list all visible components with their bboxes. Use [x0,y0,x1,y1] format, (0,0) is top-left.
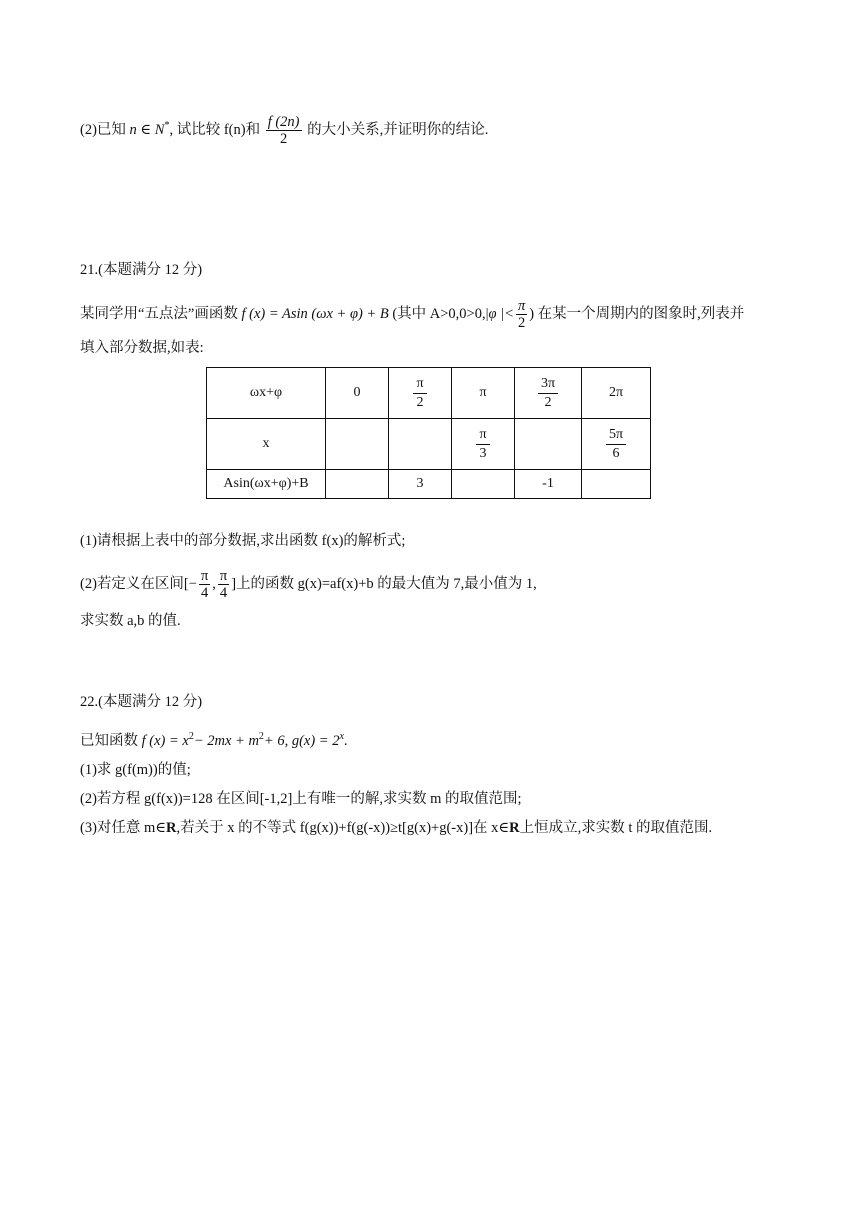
q21-part2-line2: 求实数 a,b 的值. [80,613,181,629]
cell-frac-num: π [476,426,489,445]
q22-part2: (2)若方程 g(f(x))=128 在区间[-1,2]上有唯一的解,求实数 m 的取值范围; [80,791,522,807]
cell-frac-num: 3π [538,375,558,394]
q22-func-end: . [343,732,348,749]
q21-interval-frac-left [199,568,210,601]
table-cell-empty [389,419,452,470]
q21-pi-over-2 [516,298,527,331]
q21-interval-frac-right [218,568,229,601]
q21-intro-b: (其中 A>0,0>0,| [392,305,489,322]
q22-part3-c: 上恒成立,求实数 t 的取值范围. [519,820,713,836]
q22-part3-b: ,若关于 x 的不等式 f(g(x))+f(g(-x))≥t[g(x)+g(-x)]在 x∈ [176,820,510,836]
interval-pi: π [219,568,228,584]
q21-interval-right: ] [231,575,237,592]
table-cell [582,419,651,470]
q22-part3-line [80,818,712,838]
table-cell [452,419,515,470]
q22-header: 22.(本题满分 12 分) [80,694,203,710]
table-row [207,419,651,470]
cell-frac-den: 6 [612,445,620,461]
q20-part2-frac-num: f (2n) [267,114,300,130]
table-cell-head: Asin(ωx+φ)+B [207,470,326,499]
table-cell-head: ωx+φ [207,368,326,419]
q20-part2-tail: 的大小关系,并证明你的结论. [307,121,489,138]
q21-part2-line [80,568,537,601]
q22-sq: 2 [188,731,194,742]
q20-part2-mid: , 试比较 f(n)和 [169,121,261,138]
q22-func-b: − 2mx + m [193,732,259,749]
q22-func-a: f (x) = x [141,732,189,749]
q21-intro-c: ) 在某一个周期内的图象时,列表并 [529,305,745,322]
table-cell-empty [515,419,582,470]
five-point-table [206,367,651,499]
q21-intro-a: 某同学用“五点法”画函数 [80,305,238,322]
q22-R: R [509,820,520,836]
table-cell [389,368,452,419]
interval-four: 4 [200,585,209,601]
table-cell-empty [452,470,515,499]
table-cell: 0 [326,368,389,419]
table-cell-head: x [207,419,326,470]
q21-interval-left: [− [183,575,197,592]
q21-part2-a: (2)若定义在区间 [80,575,184,592]
q22-intro-line [80,727,348,751]
q21-intro-line [80,298,744,331]
q21-function: f (x) = Asin (ωx + φ) + B [241,305,389,322]
q22-R: R [166,820,177,836]
q22-part3-a: (3)对任意 m∈ [80,820,167,836]
q20-part2-frac-den: 2 [279,131,288,147]
q21-two: 2 [517,315,526,331]
interval-four: 4 [219,585,228,601]
table-cell: 2π [582,368,651,419]
q20-part2-line [80,114,488,147]
q22-sq: 2 [258,731,264,742]
q21-intro-line2: 填入部分数据,如表: [80,340,204,356]
q20-part2-fraction [266,114,302,147]
q22-x-exp: x [339,731,344,742]
q21-part1: (1)请根据上表中的部分数据,求出函数 f(x)的解析式; [80,533,406,549]
q22-intro: 已知函数 [80,732,138,749]
table-cell-empty [326,470,389,499]
q22-part1: (1)求 g(f(m))的值; [80,762,191,778]
table-cell [515,368,582,419]
cell-frac-den: 2 [416,394,424,410]
cell-frac-den: 3 [479,445,487,461]
q22-func-c: + 6, g(x) = 2 [263,732,340,749]
cell-frac-num: 5π [606,426,626,445]
q20-part2-star: * [164,120,170,131]
interval-pi: π [200,568,209,584]
q20-part2-label: (2)已知 [80,121,126,138]
q21-header: 21.(本题满分 12 分) [80,262,203,278]
q21-phi: φ |< [488,305,514,322]
table-row [207,368,651,419]
cell-frac-num: π [413,375,426,394]
q20-part2-condition: n ∈ N [129,121,165,138]
table-row [207,470,651,499]
table-cell-empty [582,470,651,499]
q21-part2-b: 上的函数 g(x)=af(x)+b 的最大值为 7,最小值为 1, [236,575,537,592]
q21-pi: π [517,298,526,314]
table-cell-empty [326,419,389,470]
table-cell: π [452,368,515,419]
table-cell: -1 [515,470,582,499]
interval-comma: , [212,575,216,592]
cell-frac-den: 2 [544,394,552,410]
table-cell: 3 [389,470,452,499]
